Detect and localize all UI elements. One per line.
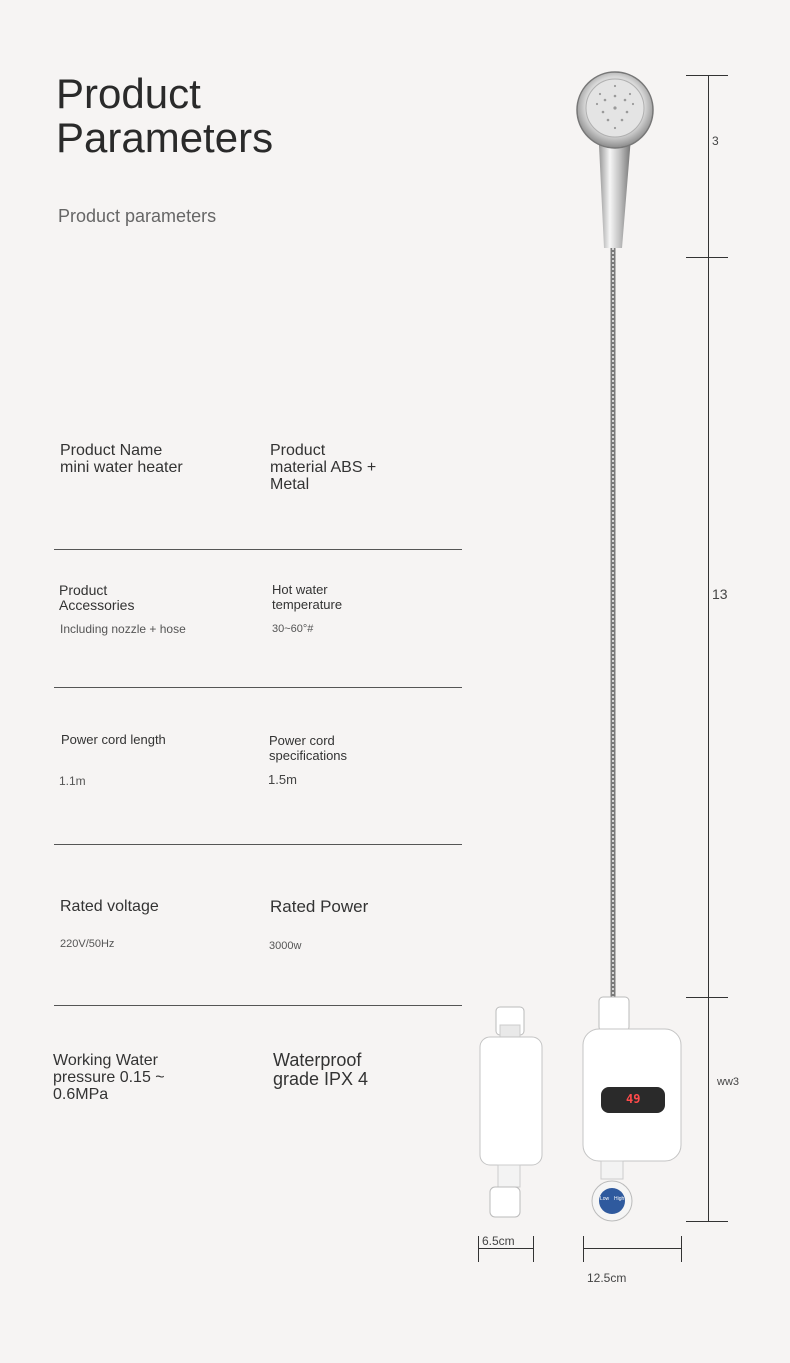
- width-dimension-line: [583, 1248, 681, 1249]
- dimension-tick: [583, 1236, 584, 1262]
- depth-dimension-line: [478, 1248, 534, 1249]
- dimension-tick: [478, 1236, 479, 1262]
- power-cord-length-label: Power cord length: [61, 732, 166, 747]
- hot-water-temperature-label: Hot water temperature: [272, 582, 343, 612]
- power-cord-length-value: 1.1m: [59, 774, 86, 788]
- rated-voltage-value: 220V/50Hz: [60, 938, 115, 950]
- waterproof-grade-label: Waterproof grade IPX 4: [273, 1050, 369, 1089]
- divider: [54, 1005, 462, 1006]
- divider: [54, 844, 462, 845]
- shower-head-illustration: [560, 70, 680, 1030]
- accessories-label: Product Accessories: [59, 582, 135, 613]
- working-water-pressure-label: Working Water pressure 0.15 ~ 0.6MPa: [53, 1052, 165, 1103]
- hot-water-temperature-value: 30~60°#: [272, 623, 314, 635]
- knob-low-label: Low: [600, 1196, 610, 1202]
- temperature-readout: 49: [626, 1092, 641, 1106]
- page-title: Product Parameters: [56, 70, 274, 161]
- product-material-label: Product material ABS + Metal: [270, 442, 377, 493]
- dimension-tick: [686, 997, 728, 998]
- bottom-segment-dimension: ww3: [717, 1076, 740, 1088]
- rated-power-label: Rated Power: [270, 897, 369, 916]
- page-subtitle: Product parameters: [58, 206, 217, 226]
- depth-dimension: 6.5cm: [482, 1234, 515, 1248]
- dimension-tick: [686, 75, 728, 76]
- dimension-tick: [686, 257, 728, 258]
- rated-power-value: 3000w: [269, 940, 302, 952]
- knob-high-label: High: [614, 1196, 625, 1202]
- dimension-tick: [681, 1236, 682, 1262]
- middle-segment-dimension: 13: [712, 586, 728, 602]
- heater-side-view-illustration: [476, 1005, 546, 1235]
- power-cord-specifications-label: Power cord specifications: [269, 733, 348, 763]
- width-dimension: 12.5cm: [587, 1271, 627, 1285]
- rated-voltage-label: Rated voltage: [60, 898, 159, 915]
- dimension-tick: [533, 1236, 534, 1262]
- power-cord-specifications-value: 1.5m: [268, 772, 297, 787]
- divider: [54, 687, 462, 688]
- height-dimension-line: [708, 75, 709, 1221]
- divider: [54, 549, 462, 550]
- top-segment-dimension: 3: [712, 134, 719, 148]
- heater-front-view-illustration: [575, 995, 685, 1235]
- accessories-value: Including nozzle + hose: [60, 622, 186, 636]
- product-name-label: Product Name mini water heater: [60, 442, 183, 476]
- dimension-tick: [686, 1221, 728, 1222]
